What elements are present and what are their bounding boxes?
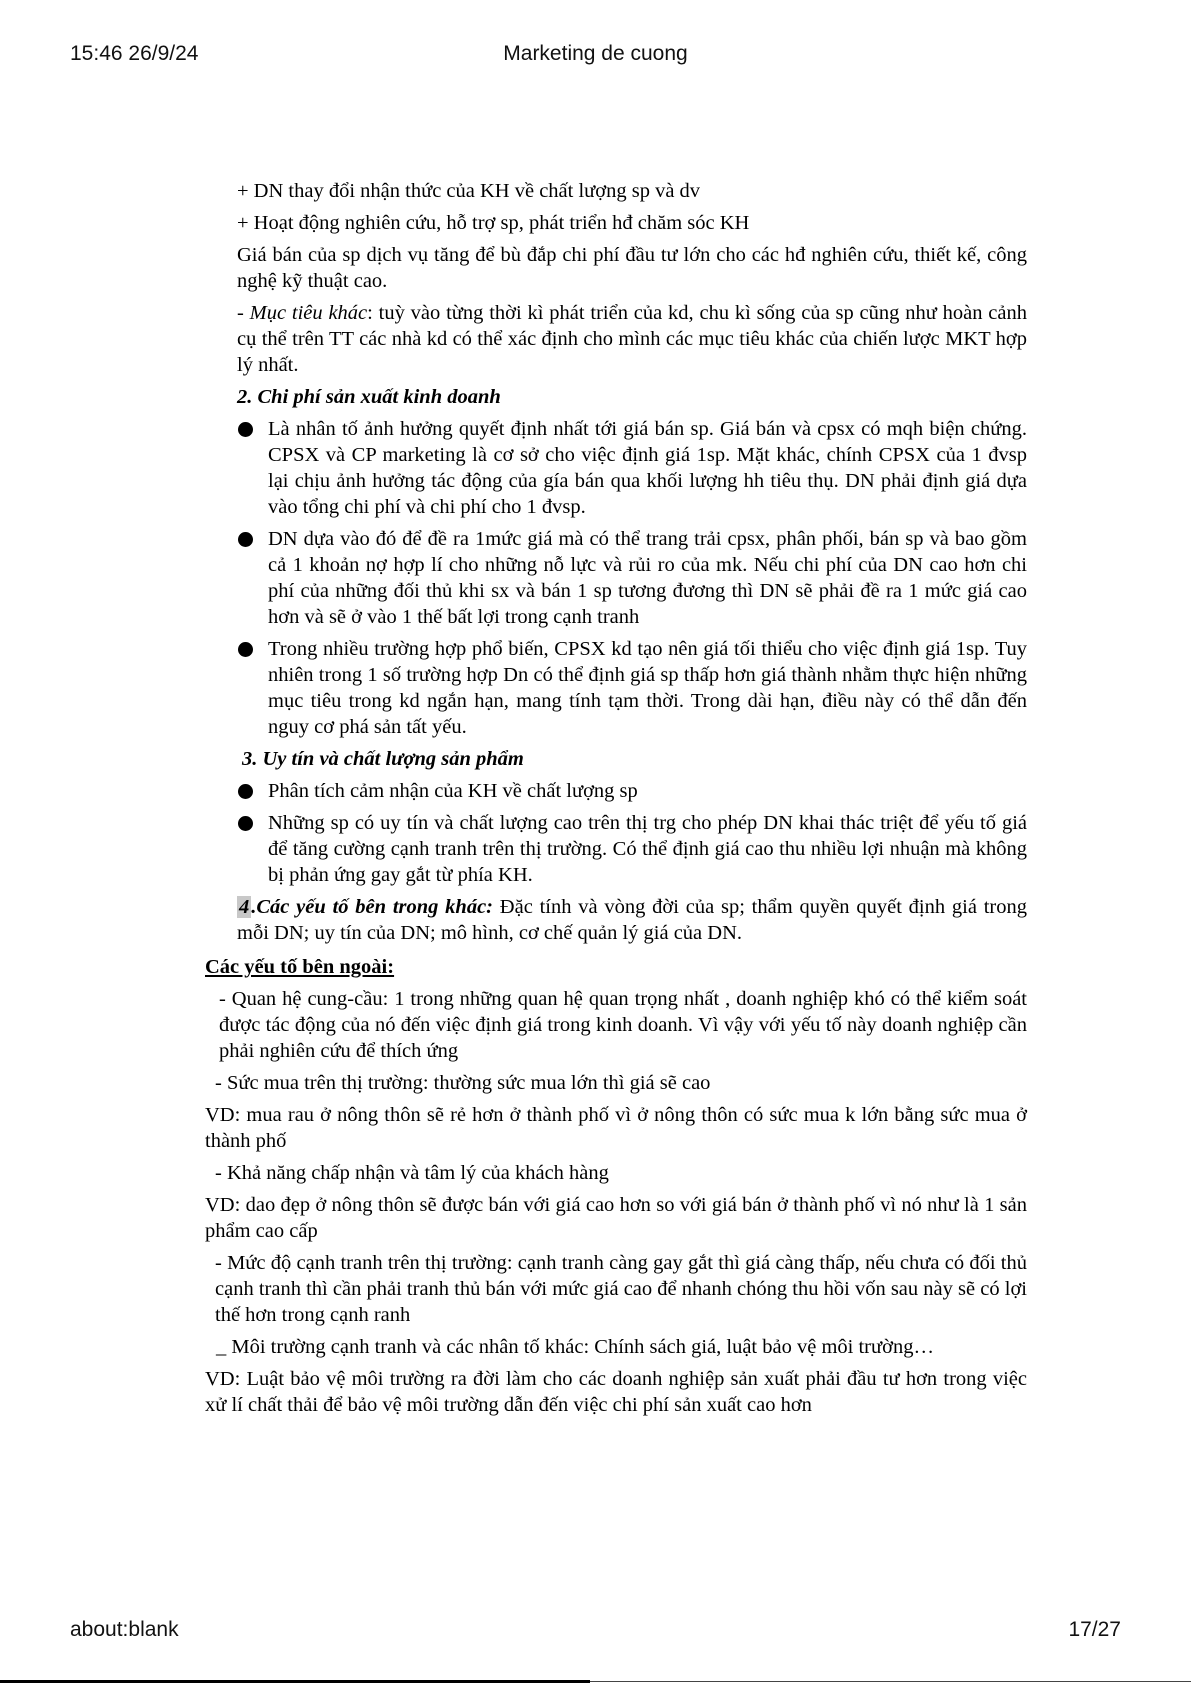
list-item xyxy=(205,416,1027,520)
example-environment: VD: Luật bảo vệ môi trường ra đời làm cho các doanh nghiệp sản xuất phải đầu tư hơn trong việc xử lí chất thải để bảo vệ môi trường dẫn đến việc chi phí sản xuất cao hơn xyxy=(205,1368,1027,1416)
example-customer-psychology: VD: dao đẹp ở nông thôn sẽ được bán với giá cao hơn so với giá bán ở thành phố vì nó như là 1 sản phẩm cao cấp xyxy=(205,1194,1027,1242)
text-line: + DN thay đổi nhận thức của KH về chất lượng sp và dv xyxy=(237,180,701,202)
heading-external-factors: Các yếu tố bên ngoài: xyxy=(205,956,395,978)
bullet-text: Phân tích cảm nhận của KH về chất lượng sp xyxy=(268,780,638,802)
header-title: Marketing de cuong xyxy=(503,42,688,65)
bullet-icon xyxy=(238,422,253,437)
list-item xyxy=(205,810,1027,888)
bullet-icon xyxy=(238,784,253,799)
other-goals-text: : tuỳ vào từng thời kì phát triển của kd, chu kì sống của sp cũng như hoàn cảnh cụ thể trên TT các nhà kd có thể xác định cho mình các mục tiêu khác của chiến lược MKT hợp lý nhất. xyxy=(237,302,1027,376)
paragraph-customer-psychology: - Khả năng chấp nhận và tâm lý của khách hàng xyxy=(215,1162,609,1184)
heading-reputation-quality: 3. Uy tín và chất lượng sản phẩm xyxy=(242,748,524,770)
list-item xyxy=(205,636,1027,740)
internal-factors-text: Đặc tính và vòng đời của sp; thẩm quyền quyết định giá trong mỗi DN; uy tín của DN; mô hình, cơ chế quản lý giá của DN. xyxy=(237,896,1028,944)
bottom-divider xyxy=(0,1680,590,1683)
item-number-highlight: 4 xyxy=(239,896,250,918)
paragraph-price: Giá bán của sp dịch vụ tăng để bù đắp chi phí đầu tư lớn cho các hđ nghiên cứu, thiết kế, công nghệ kỹ thuật cao. xyxy=(237,244,1027,292)
bullet-icon xyxy=(238,642,253,657)
bullet-text: DN dựa vào đó để đề ra 1mức giá mà có thể trang trải cpsx, phân phối, bán sp và bao gồm cả 1 khoản nợ hợp lí cho những nỗ lực và rủi ro của mk. Nếu chi phí của DN cao hơn chi phí của những đối thủ khi sx và bán 1 sp tương đương thì DN sẽ phải đề ra 1 mức giá cao hơn và sẽ ở vào 1 thế bất lợi trong cạnh tranh xyxy=(268,528,1027,628)
header-datetime: 15:46 26/9/24 xyxy=(70,42,199,65)
heading-production-cost: 2. Chi phí sản xuất kinh doanh xyxy=(237,386,501,408)
paragraph-other-goals xyxy=(205,300,1027,378)
paragraph-internal-factors xyxy=(205,894,1027,946)
other-goals-label: - Mục tiêu khác xyxy=(237,302,368,324)
bullet-icon xyxy=(238,532,253,547)
paragraph-purchasing-power: - Sức mua trên thị trường: thường sức mua lớn thì giá sẽ cao xyxy=(215,1072,711,1094)
text-line: + Hoạt động nghiên cứu, hỗ trợ sp, phát triển hđ chăm sóc KH xyxy=(237,212,750,234)
bottom-divider-thin xyxy=(590,1681,1191,1682)
paragraph-environment: _ Môi trường cạnh tranh và các nhân tố khác: Chính sách giá, luật bảo vệ môi trường… xyxy=(216,1336,934,1358)
list-item xyxy=(205,526,1027,630)
bullet-icon xyxy=(238,816,253,831)
list-item xyxy=(205,778,1027,804)
internal-factors-label: .Các yếu tố bên trong khác: xyxy=(251,896,494,918)
paragraph-supply-demand: - Quan hệ cung-cầu: 1 trong những quan hệ quan trọng nhất , doanh nghiệp khó có thể kiểm soát được tác động của nó đến việc định giá trong kinh doanh. Vì vậy với yếu tố này doanh nghiệp cần phải nghiên cứu để thích ứng xyxy=(219,988,1027,1062)
bullet-text: Những sp có uy tín và chất lượng cao trên thị trg cho phép DN khai thác triệt để yếu tố giá để tăng cường cạnh tranh trên thị trường. Có thể định giá cao thu nhiều lợi nhuận mà không bị phản ứng gay gắt từ phía KH. xyxy=(268,812,1027,886)
paragraph-competition: - Mức độ cạnh tranh trên thị trường: cạnh tranh càng gay gắt thì giá càng thấp, nếu chưa có đối thủ cạnh tranh thì cần phải tranh thủ bán với mức giá cao để nhanh chóng thu hồi vốn sau này sẽ có lợi thế hơn trong cạnh ranh xyxy=(215,1252,1027,1326)
footer-url: about:blank xyxy=(70,1618,179,1641)
example-purchasing-power: VD: mua rau ở nông thôn sẽ rẻ hơn ở thành phố vì ở nông thôn có sức mua k lớn bằng sức mua ở thành phố xyxy=(205,1104,1027,1152)
document-body xyxy=(205,178,1027,1424)
bullet-text: Là nhân tố ảnh hưởng quyết định nhất tới giá bán sp. Giá bán và cpsx có mqh biện chứng. CPSX và CP marketing là cơ sở cho việc định giá 1sp. Mặt khác, chính CPSX của 1 đvsp lại chịu ảnh hưởng tác động của gía bán qua khối lượng hh tiêu thụ. DN phải định giá dựa vào tổng chi phí và chi phí cho 1 đvsp. xyxy=(268,418,1027,518)
footer-page-number: 17/27 xyxy=(1068,1618,1121,1641)
bullet-text: Trong nhiều trường hợp phổ biến, CPSX kd tạo nên giá tối thiểu cho việc định giá 1sp. Tuy nhiên trong 1 số trường hợp Dn có thể định giá sp thấp hơn giá thành nhằm thực hiện những mục tiêu trong kd ngắn hạn, mang tính tạm thời. Trong dài hạn, điều này có thể dẫn đến nguy cơ phá sản tất yếu. xyxy=(268,638,1027,738)
